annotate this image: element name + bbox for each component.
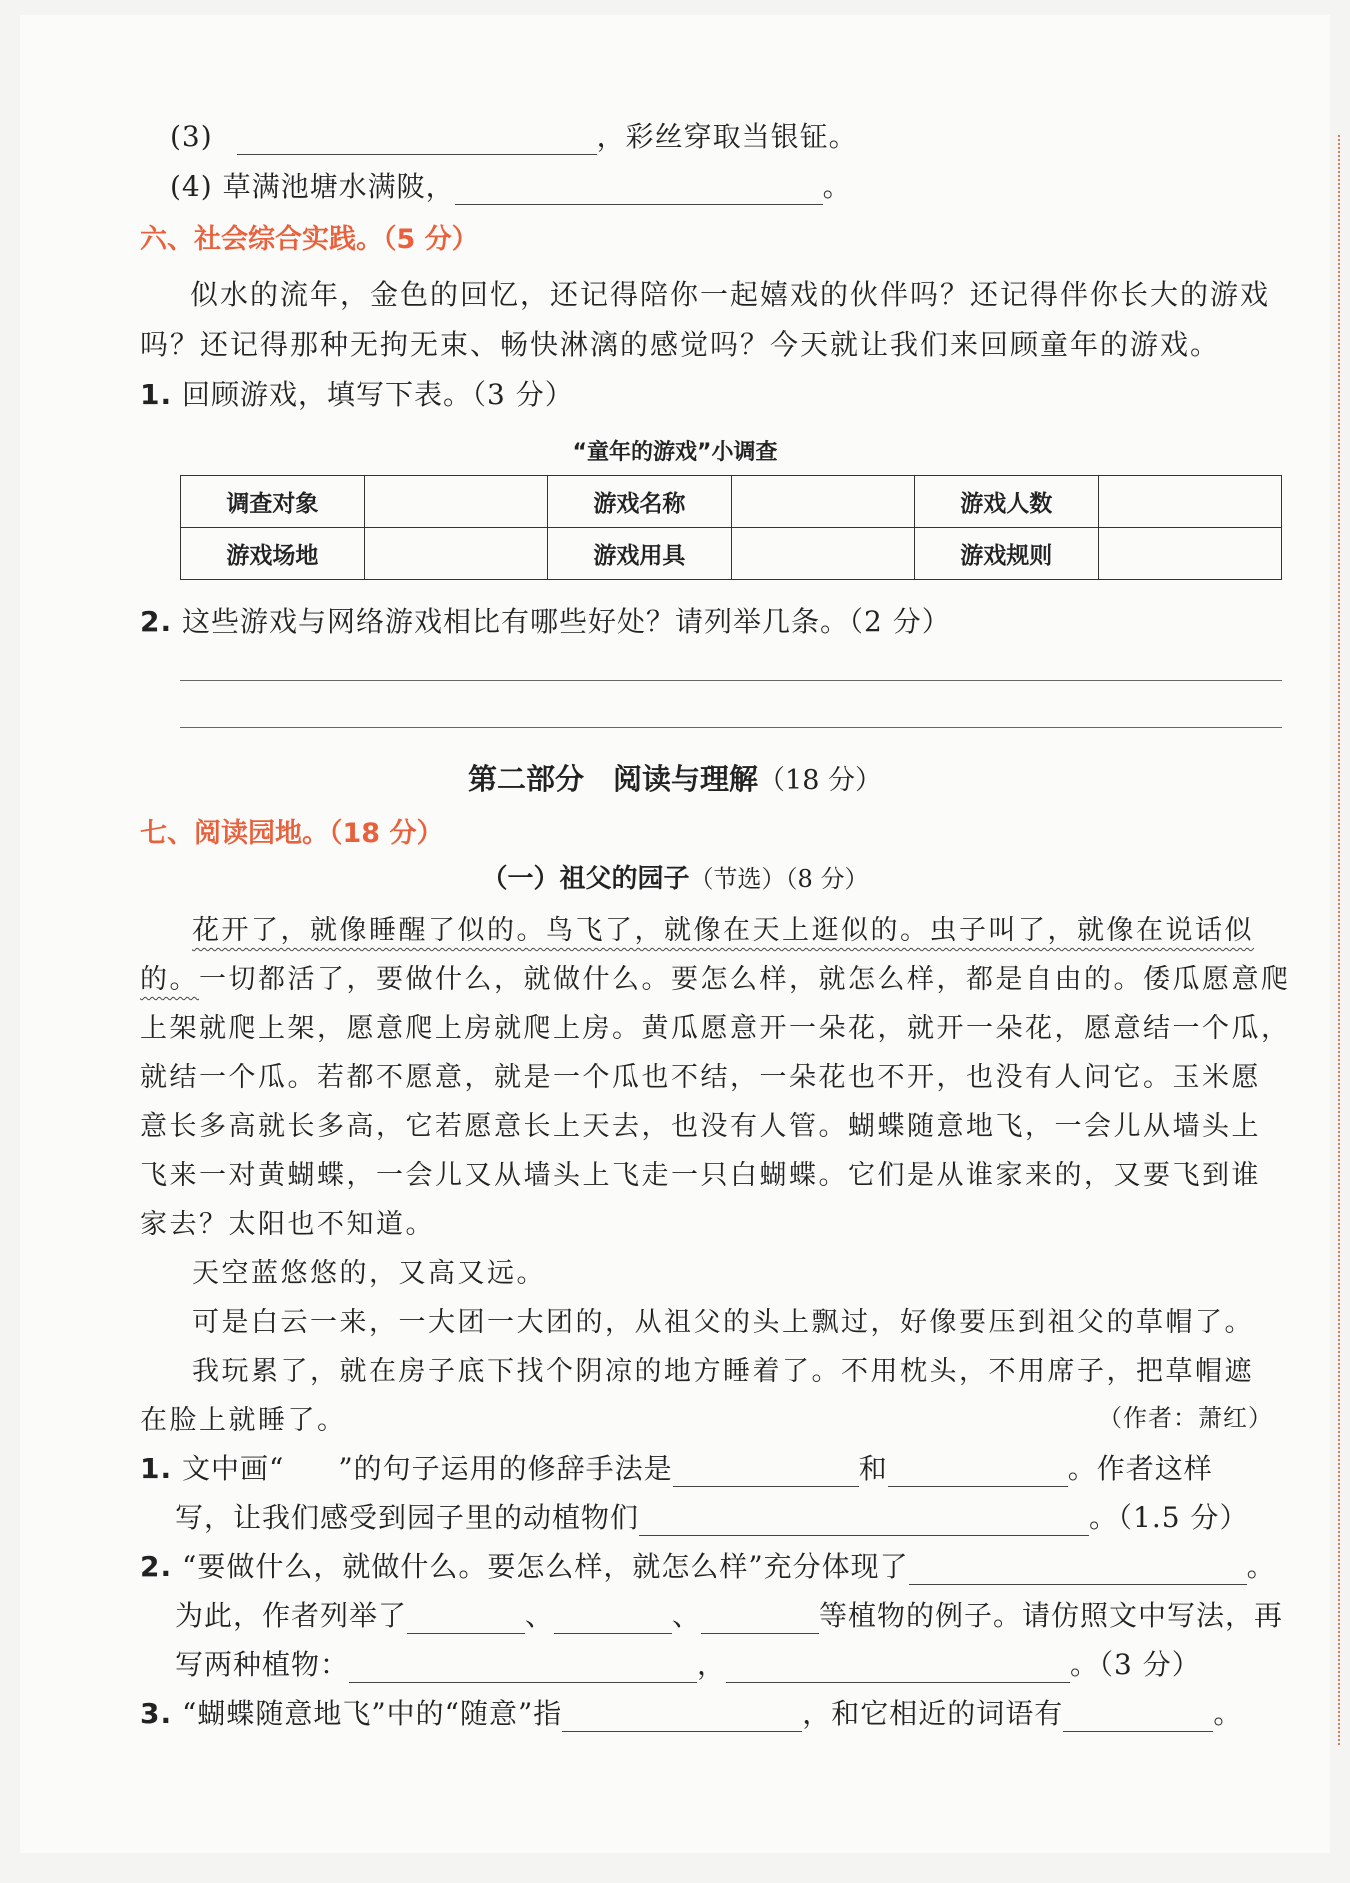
question-number: 2. xyxy=(140,605,173,638)
punctuation: 。 xyxy=(822,170,852,203)
answer-line[interactable] xyxy=(180,680,1282,681)
answer-blank[interactable] xyxy=(407,1603,525,1634)
section-6-intro-line-2: 吗？还记得那种无拘无束、畅快淋漓的感觉吗？今天就让我们来回顾童年的游戏。 xyxy=(140,328,1221,361)
question-text: 为此，作者列举了 xyxy=(175,1599,408,1632)
answer-blank[interactable] xyxy=(455,174,823,205)
answer-blank[interactable] xyxy=(909,1554,1247,1585)
punctuation: 。 xyxy=(1246,1550,1276,1583)
punctuation: 、 xyxy=(525,1599,555,1632)
question-text: “要做什么，就做什么。要怎么样，就怎么样”充分体现了 xyxy=(182,1550,909,1583)
passage-subtitle xyxy=(20,858,1330,895)
passage-line: 家去？太阳也不知道。 xyxy=(140,1209,435,1240)
answer-blank[interactable] xyxy=(888,1456,1068,1487)
wavy-underlined-text: 的。 xyxy=(140,964,199,995)
answer-blank[interactable] xyxy=(562,1701,802,1732)
section-6-question-2 xyxy=(140,600,951,640)
wavy-line-sample xyxy=(284,1452,338,1485)
question-text: ，和它相近的词语有 xyxy=(802,1697,1064,1730)
table-header-cell: 调查对象 xyxy=(181,476,365,528)
question-label: (4) xyxy=(170,170,213,203)
question-text: 等植物的例子。请仿照文中写法，再 xyxy=(819,1599,1284,1632)
passage-line: 飞来一对黄蝴蝶，一会儿又从墙头上飞走一只白蝴蝶。它们是从谁家来的，又要飞到谁 xyxy=(140,1160,1261,1191)
poem-question-4 xyxy=(170,165,852,205)
table-header-cell: 游戏规则 xyxy=(914,528,1098,580)
poem-line-text: 草满池塘水满陂， xyxy=(222,170,455,203)
answer-line[interactable] xyxy=(180,727,1282,728)
answer-blank[interactable] xyxy=(726,1652,1070,1683)
table-input-cell[interactable] xyxy=(1098,476,1281,528)
section-7-question-2-cont xyxy=(175,1594,1283,1634)
question-text: 写，让我们感受到园子里的动植物们 xyxy=(175,1501,640,1534)
question-text: 这些游戏与网络游戏相比有哪些好处？请列举几条。（2 分） xyxy=(182,605,951,638)
passage-line: 在脸上就睡了。 xyxy=(140,1405,347,1436)
passage-line-wavy: 花开了，就像睡醒了似的。鸟飞了，就像在天上逛似的。虫子叫了，就像在说话似 xyxy=(192,915,1254,946)
punctuation: 、 xyxy=(672,1599,702,1632)
punctuation: 。 xyxy=(1213,1697,1243,1730)
passage-note: （节选） xyxy=(689,865,786,893)
answer-blank[interactable] xyxy=(639,1505,1089,1536)
question-text: 文中画“ xyxy=(182,1452,285,1485)
question-text: 写两种植物： xyxy=(175,1648,350,1681)
punctuation: ， xyxy=(697,1648,727,1681)
question-number: 1. xyxy=(140,1452,173,1485)
passage-text: 一切都活了，要做什么，就做什么。要怎么样，就怎么样，都是自由的。倭瓜愿意爬 xyxy=(199,964,1291,995)
section-7-question-3 xyxy=(140,1692,1242,1732)
question-text: ”的句子运用的修辞手法是 xyxy=(338,1452,673,1485)
poem-line-text: ，彩丝穿取当银钲。 xyxy=(596,120,858,153)
question-text: “蝴蝶随意地飞”中的“随意”指 xyxy=(182,1697,563,1730)
table-input-cell[interactable] xyxy=(1098,528,1281,580)
passage-score: （8 分） xyxy=(785,865,869,893)
survey-table xyxy=(180,475,1282,580)
passage-author: （作者：萧红） xyxy=(1098,1404,1273,1432)
passage-line: 我玩累了，就在房子底下找个阴凉的地方睡着了。不用枕头，不用席子，把草帽遮 xyxy=(192,1356,1254,1387)
section-6-intro-line-1: 似水的流年，金色的回忆，还记得陪你一起嬉戏的伙伴吗？还记得伴你长大的游戏 xyxy=(190,278,1271,311)
question-number: 3. xyxy=(140,1697,173,1730)
table-header-cell: 游戏用具 xyxy=(547,528,731,580)
question-text: 。作者这样 xyxy=(1067,1452,1213,1485)
question-score: 。（3 分） xyxy=(1070,1648,1201,1681)
section-6-title: 六、社会综合实践。（5 分） xyxy=(140,224,479,255)
passage-title: （一）祖父的园子 xyxy=(481,864,690,894)
table-row xyxy=(181,528,1282,580)
worksheet-page xyxy=(20,15,1330,1853)
poem-question-3 xyxy=(170,115,858,155)
question-text: 和 xyxy=(858,1452,888,1485)
question-text: 回顾游戏，填写下表。（3 分） xyxy=(182,378,574,411)
table-header-cell: 游戏场地 xyxy=(181,528,365,580)
part-2-heading xyxy=(20,757,1330,798)
section-6-question-1 xyxy=(140,373,574,413)
answer-blank[interactable] xyxy=(349,1652,697,1683)
passage-line: 上架就爬上架，愿意爬上房就爬上房。黄瓜愿意开一朵花，就开一朵花，愿意结一个瓜， xyxy=(140,1013,1291,1044)
table-caption: “童年的游戏”小调查 xyxy=(572,440,778,465)
passage-line: 就结一个瓜。若都不愿意，就是一个瓜也不结，一朵花也不开，也没有人问它。玉米愿 xyxy=(140,1062,1261,1093)
part-score: （18 分） xyxy=(758,765,882,796)
passage-line: 天空蓝悠悠的，又高又远。 xyxy=(192,1258,546,1289)
passage-line xyxy=(140,957,1291,996)
section-7-title: 七、阅读园地。（18 分） xyxy=(140,818,444,849)
answer-blank[interactable] xyxy=(554,1603,672,1634)
table-input-cell[interactable] xyxy=(731,476,914,528)
section-7-question-1-cont xyxy=(175,1496,1248,1536)
question-label: (3) xyxy=(170,120,213,153)
table-input-cell[interactable] xyxy=(364,476,547,528)
table-row xyxy=(181,476,1282,528)
passage-line: 可是白云一来，一大团一大团的，从祖父的头上飘过，好像要压到祖父的草帽了。 xyxy=(192,1307,1254,1338)
question-number: 2. xyxy=(140,1550,173,1583)
table-header-cell: 游戏人数 xyxy=(914,476,1098,528)
table-input-cell[interactable] xyxy=(731,528,914,580)
table-header-cell: 游戏名称 xyxy=(547,476,731,528)
section-7-question-1 xyxy=(140,1447,1213,1487)
passage-line: 意长多高就长多高，它若愿意长上天去，也没有人管。蝴蝶随意地飞，一会儿从墙头上 xyxy=(140,1111,1261,1142)
section-7-question-2 xyxy=(140,1545,1276,1585)
answer-blank[interactable] xyxy=(237,124,597,155)
section-7-question-2-cont-2 xyxy=(175,1643,1201,1683)
question-score: 。（1.5 分） xyxy=(1089,1501,1249,1534)
binding-cut-line xyxy=(1338,135,1340,1745)
answer-blank[interactable] xyxy=(701,1603,819,1634)
answer-blank[interactable] xyxy=(673,1456,859,1487)
part-title: 第二部分 阅读与理解 xyxy=(468,762,759,796)
answer-blank[interactable] xyxy=(1063,1701,1213,1732)
question-number: 1. xyxy=(140,378,173,411)
table-input-cell[interactable] xyxy=(364,528,547,580)
